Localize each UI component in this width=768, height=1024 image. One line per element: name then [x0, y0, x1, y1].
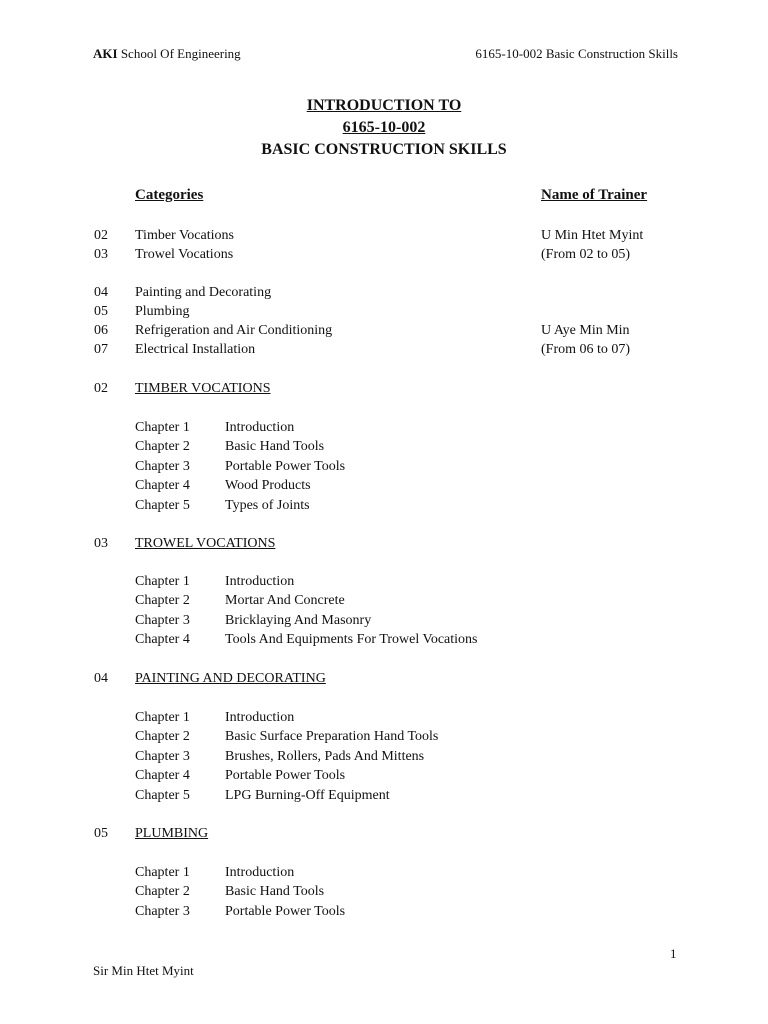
header-org-name: School Of Engineering: [117, 46, 241, 61]
chapter-title: Portable Power Tools: [225, 904, 346, 919]
chapter-title: Introduction: [225, 420, 295, 435]
category-code: 02: [94, 228, 108, 243]
section-title: TROWEL VOCATIONS: [135, 536, 276, 551]
chapter-label: Chapter 4: [135, 632, 190, 647]
category-trainer: U Aye Min Min: [541, 323, 630, 338]
chapter-label: Chapter 5: [135, 788, 190, 803]
title-line-2: 6165-10-002: [342, 119, 426, 136]
chapter-label: Chapter 1: [135, 710, 190, 725]
footer-author: Sir Min Htet Myint: [93, 963, 194, 978]
chapter-title: Portable Power Tools: [225, 768, 346, 783]
chapter-label: Chapter 5: [135, 498, 190, 513]
category-code: 06: [94, 323, 108, 338]
header-course: 6165-10-002 Basic Construction Skills: [475, 46, 678, 61]
chapter-title: Brushes, Rollers, Pads And Mittens: [225, 749, 425, 764]
chapter-label: Chapter 3: [135, 904, 190, 919]
chapter-title: Basic Hand Tools: [225, 439, 325, 454]
title-line-3: BASIC CONSTRUCTION SKILLS: [261, 141, 507, 158]
section-title: PAINTING AND DECORATING: [135, 671, 326, 686]
categories-heading: Categories: [135, 187, 204, 203]
page-title: [0, 95, 768, 161]
category-trainer: (From 02 to 05): [541, 247, 631, 262]
category-code: 05: [94, 304, 108, 319]
category-name: Plumbing: [135, 304, 190, 319]
chapter-label: Chapter 3: [135, 749, 190, 764]
category-code: 03: [94, 247, 108, 262]
chapter-title: Wood Products: [225, 478, 311, 493]
chapter-label: Chapter 1: [135, 574, 190, 589]
chapter-label: Chapter 3: [135, 613, 190, 628]
chapter-title: Introduction: [225, 710, 295, 725]
chapter-title: Mortar And Concrete: [225, 593, 345, 608]
chapter-title: Bricklaying And Masonry: [225, 613, 372, 628]
section-title: PLUMBING: [135, 826, 209, 841]
category-name: Painting and Decorating: [135, 285, 272, 300]
chapter-title: Basic Hand Tools: [225, 884, 325, 899]
chapter-title: Types of Joints: [225, 498, 310, 513]
section-code: 02: [94, 381, 108, 396]
chapter-title: Basic Surface Preparation Hand Tools: [225, 729, 439, 744]
chapter-title: Introduction: [225, 865, 295, 880]
chapter-label: Chapter 1: [135, 420, 190, 435]
category-name: Timber Vocations: [135, 228, 234, 243]
chapter-label: Chapter 2: [135, 884, 190, 899]
header-organization: [93, 46, 241, 62]
category-code: 04: [94, 285, 108, 300]
page-number: 1: [670, 946, 677, 961]
trainer-heading: Name of Trainer: [541, 187, 648, 203]
header-org-abbrev: AKI: [93, 46, 118, 61]
chapter-label: Chapter 2: [135, 729, 190, 744]
section-code: 03: [94, 536, 108, 551]
section-title: TIMBER VOCATIONS: [135, 381, 271, 396]
category-name: Electrical Installation: [135, 342, 256, 357]
chapter-label: Chapter 2: [135, 439, 190, 454]
section-code: 04: [94, 671, 108, 686]
category-trainer: U Min Htet Myint: [541, 228, 644, 243]
category-trainer: (From 06 to 07): [541, 342, 631, 357]
category-code: 07: [94, 342, 108, 357]
chapter-title: Tools And Equipments For Trowel Vocations: [225, 632, 478, 647]
chapter-label: Chapter 1: [135, 865, 190, 880]
chapter-label: Chapter 3: [135, 459, 190, 474]
chapter-label: Chapter 4: [135, 768, 190, 783]
chapter-label: Chapter 2: [135, 593, 190, 608]
chapter-title: Portable Power Tools: [225, 459, 346, 474]
category-name: Refrigeration and Air Conditioning: [135, 323, 333, 338]
category-name: Trowel Vocations: [135, 247, 234, 262]
title-line-1: INTRODUCTION TO: [306, 97, 462, 114]
chapter-label: Chapter 4: [135, 478, 190, 493]
chapter-title: Introduction: [225, 574, 295, 589]
section-code: 05: [94, 826, 108, 841]
chapter-title: LPG Burning-Off Equipment: [225, 788, 390, 803]
